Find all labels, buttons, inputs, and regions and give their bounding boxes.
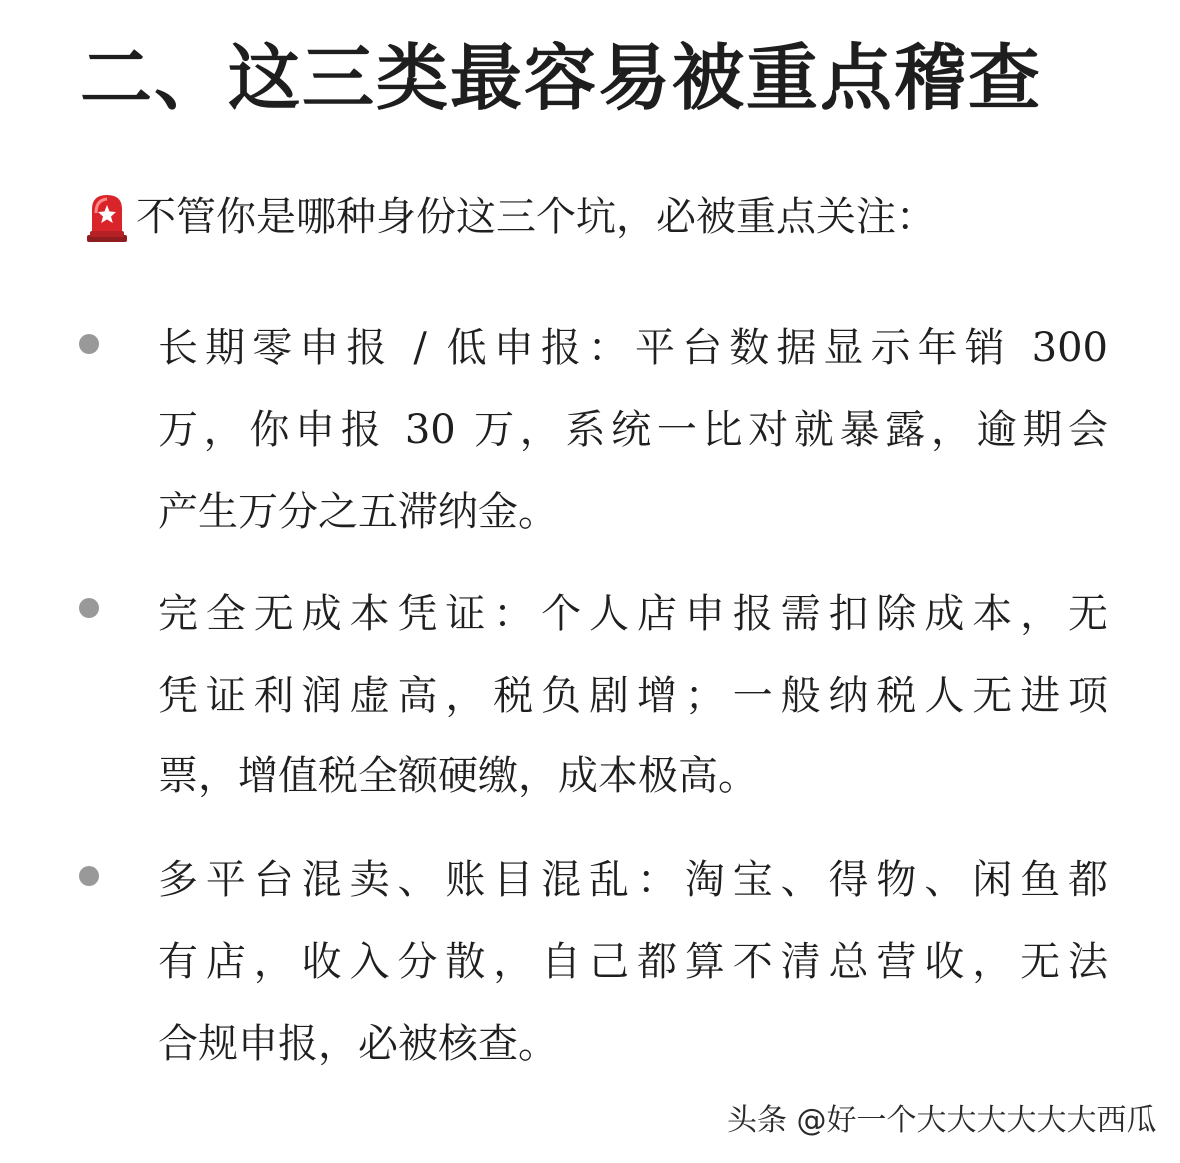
item-line: 有店，收入分散，自己都算不清总营收，无法 (158, 939, 1108, 985)
item-line: 合规申报，必被核查。 (158, 1021, 558, 1067)
item-line: 凭证利润虚高，税负剧增；一般纳税人无进项 (158, 673, 1108, 719)
intro-text: 不管你是哪种身份这三个坑，必被重点关注： (136, 194, 936, 240)
item-line: 长期零申报 / 低申报：平台数据显示年销 300 (158, 325, 1108, 371)
bullet-dot (79, 866, 99, 886)
source-watermark: 头条 @好一个大大大大大大西瓜 (727, 1103, 1157, 1138)
bullet-dot (79, 598, 99, 618)
item-line: 完全无成本凭证：个人店申报需扣除成本，无 (158, 591, 1108, 637)
item-line: 万，你申报 30 万，系统一比对就暴露，逾期会 (158, 407, 1108, 453)
section-heading: 二、这三类最容易被重点稽查 (80, 35, 1043, 120)
bullet-dot (79, 334, 99, 354)
item-line: 多平台混卖、账目混乱：淘宝、得物、闲鱼都 (158, 857, 1108, 903)
item-line: 票，增值税全额硬缴，成本极高。 (158, 753, 758, 799)
item-line: 产生万分之五滞纳金。 (158, 489, 558, 535)
siren-icon (84, 191, 130, 243)
intro-line (84, 186, 1144, 248)
